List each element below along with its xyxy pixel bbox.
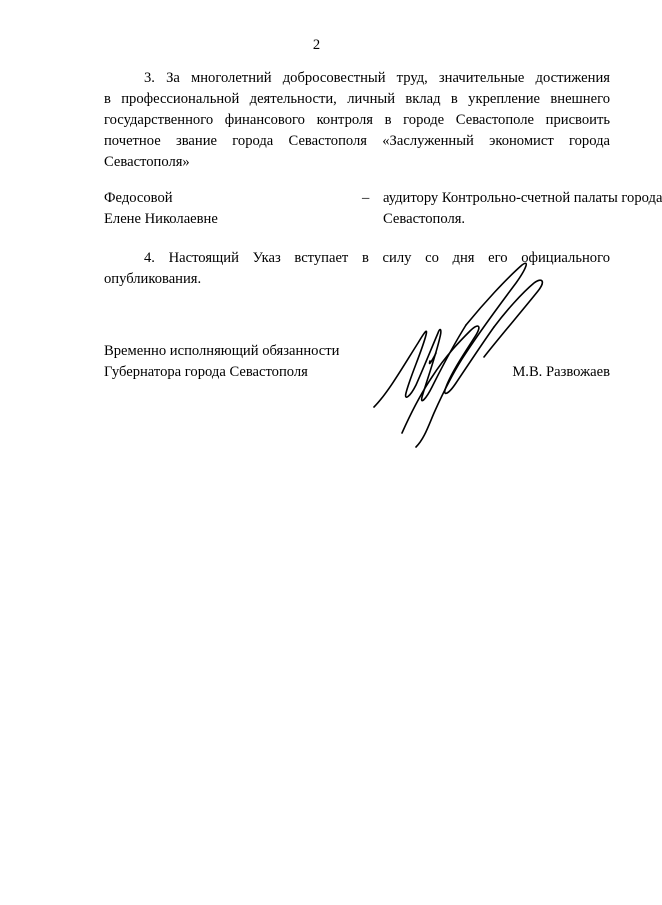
awardee-position [383,188,662,230]
paragraph-3-line: Севастополя» [104,154,190,170]
paragraph-3-line: в профессиональной деятельности, личный вклад в укрепление внешнего [104,91,610,107]
handwritten-signature [366,255,566,450]
paragraph-4-line: опубликования. [104,271,202,287]
paragraph-3-line: государственного финансового контроля в городе Севастополе присвоить [104,112,610,128]
paragraph-3-line: почетное звание города Севастополя «Заслуженный экономист города [104,133,610,149]
award-dash: – [362,190,370,206]
paragraph-4-line: 4. Настоящий Указ вступает в силу со дня его официального [144,250,610,266]
awardee-name-line: Федосовой [104,190,173,206]
signer-title-line: Временно исполняющий обязанности [104,343,340,359]
awardee-position-line: Севастополя. [383,211,466,227]
paragraph-3 [104,68,610,173]
paragraph-3-line: 3. За многолетний добросовестный труд, значительные достижения [144,70,610,86]
award-entry [104,188,662,230]
page-number: 2 [312,37,321,53]
awardee-name [104,188,264,230]
awardee-name-line: Елене Николаевне [104,211,218,227]
signer-name: М.В. Развожаев [512,364,610,380]
signer-title-line: Губернатора города Севастополя [104,364,308,380]
awardee-position-line: аудитору Контрольно-счетной палаты города [383,190,662,206]
